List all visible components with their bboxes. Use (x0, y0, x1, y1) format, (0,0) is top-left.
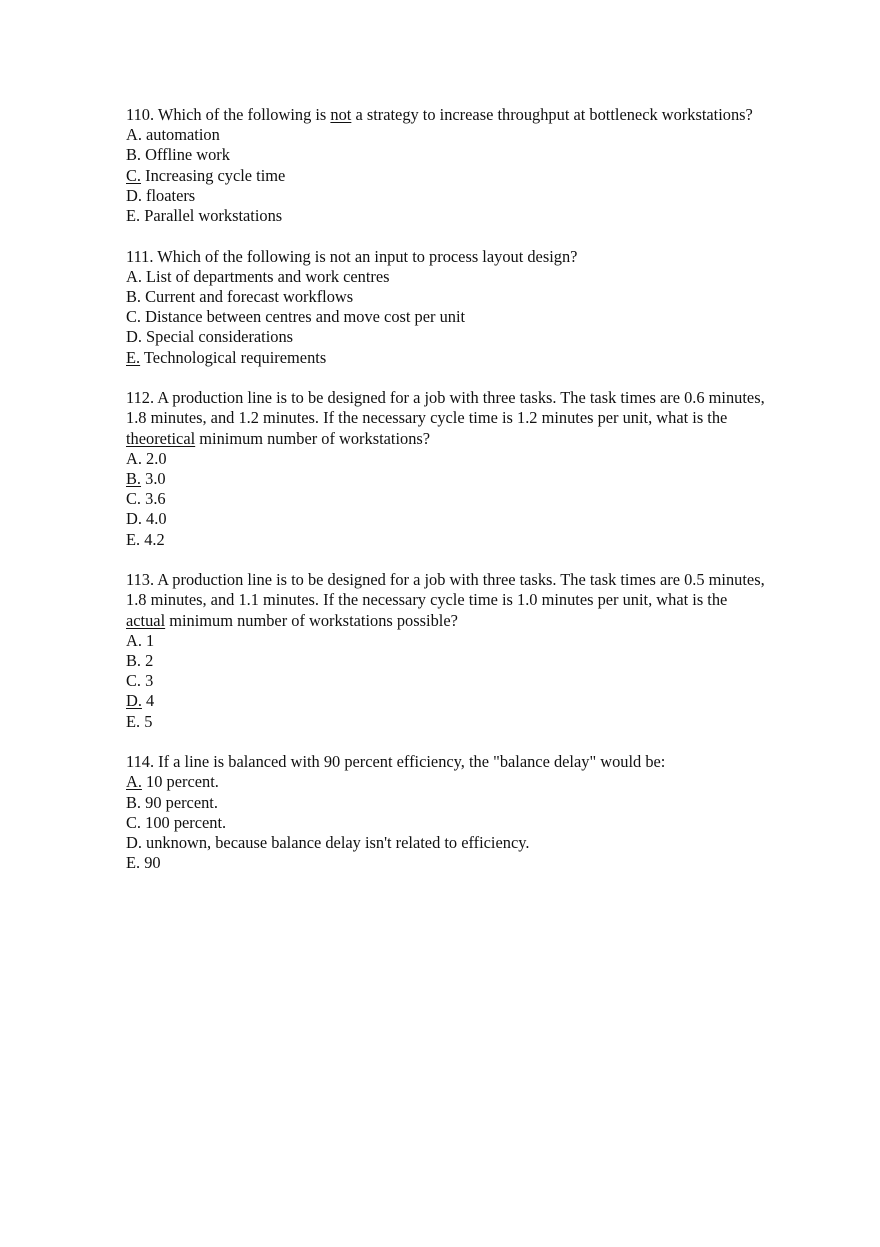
option-d (126, 509, 766, 529)
options-list (126, 449, 766, 550)
option-e (126, 530, 766, 550)
option-letter-answer: D. (126, 691, 142, 711)
option-d (126, 691, 766, 711)
question-text (126, 247, 766, 267)
option-letter: B. (126, 287, 142, 307)
question-text-part: 114. If a line is balanced with 90 percent efficiency, the "balance delay" would be: (126, 752, 666, 772)
option-d (126, 327, 766, 347)
option-text: 3.6 (141, 489, 166, 509)
emphasis-underline: not (330, 105, 352, 124)
option-text: Offline work (141, 145, 230, 165)
options-list (126, 267, 766, 368)
option-a (126, 449, 766, 469)
option-letter: B. (126, 651, 142, 671)
option-c (126, 671, 766, 691)
option-letter: A. (126, 630, 142, 650)
question-text-part: minimum number of workstations? (195, 428, 431, 448)
option-letter: C. (126, 489, 142, 509)
question-text (126, 570, 766, 631)
option-text: Special considerations (141, 327, 294, 347)
option-letter: E. (126, 529, 141, 549)
option-text: 4.2 (140, 529, 165, 549)
option-letter: B. (126, 145, 142, 165)
option-letter-answer: C. (126, 165, 142, 185)
emphasis-underline: actual (126, 610, 166, 630)
option-text: Current and forecast workflows (141, 287, 354, 307)
option-letter-answer: A. (126, 772, 142, 792)
question-114 (126, 752, 766, 873)
option-letter: D. (126, 327, 142, 347)
option-letter: A. (126, 448, 142, 468)
option-b (126, 287, 766, 307)
option-e (126, 206, 766, 226)
option-d (126, 833, 766, 853)
question-112 (126, 388, 766, 550)
document-page (126, 105, 766, 894)
option-text: floaters (141, 185, 196, 205)
emphasis-underline: theoretical (126, 428, 196, 448)
option-text: 4.0 (141, 509, 167, 529)
option-text: 3 (141, 671, 154, 691)
question-text (126, 105, 766, 125)
option-text: 10 percent. (141, 772, 219, 792)
option-e (126, 712, 766, 732)
option-text: unknown, because balance delay isn't related to efficiency. (141, 833, 530, 853)
option-text: Technological requirements (140, 347, 327, 367)
question-text (126, 388, 766, 449)
option-text: 100 percent. (141, 812, 227, 832)
option-letter: C. (126, 307, 142, 327)
option-text: Increasing cycle time (141, 165, 286, 185)
option-b (126, 145, 766, 165)
option-a (126, 772, 766, 792)
option-letter: E. (126, 711, 141, 731)
option-text: 2.0 (141, 448, 167, 468)
question-text-part: 111. Which of the following is not an input to process layout design? (126, 246, 578, 266)
option-text: 90 (140, 853, 161, 873)
option-e (126, 853, 766, 873)
option-letter: A. (126, 125, 142, 145)
question-text-part: 113. A production line is to be designed for a job with three tasks. The task times are 0.5 minutes, 1.8 minutes, and 1.1 minutes. If the necessary cycle time is 1.0 minutes per unit, what is the (126, 570, 765, 610)
options-list (126, 772, 766, 873)
option-c (126, 307, 766, 327)
option-a (126, 125, 766, 145)
option-letter: D. (126, 509, 142, 529)
option-letter-answer: B. (126, 469, 142, 489)
question-111 (126, 247, 766, 368)
option-text: automation (141, 125, 220, 145)
option-a (126, 631, 766, 651)
option-text: 90 percent. (141, 792, 218, 812)
question-text-part: minimum number of workstations possible? (165, 610, 458, 630)
question-text-part: 112. A production line is to be designed for a job with three tasks. The task times are 0.6 minutes, 1.8 minutes, and 1.2 minutes. If the necessary cycle time is 1.2 minutes per unit, what is the (126, 388, 765, 428)
option-text: 5 (140, 711, 153, 731)
option-b (126, 793, 766, 813)
option-c (126, 166, 766, 186)
option-letter: C. (126, 671, 142, 691)
option-text: Distance between centres and move cost per unit (141, 307, 466, 327)
option-letter: B. (126, 792, 142, 812)
option-letter: E. (126, 853, 141, 873)
option-text: List of departments and work centres (141, 266, 390, 286)
option-d (126, 186, 766, 206)
option-e (126, 348, 766, 368)
options-list (126, 125, 766, 226)
option-letter: E. (126, 206, 141, 226)
option-b (126, 651, 766, 671)
option-a (126, 267, 766, 287)
option-b (126, 469, 766, 489)
question-text-part: 110. Which of the following is (126, 105, 331, 124)
option-letter: C. (126, 812, 142, 832)
question-text-part: a strategy to increase throughput at bottleneck workstations? (351, 105, 753, 124)
options-list (126, 631, 766, 732)
option-letter: D. (126, 185, 142, 205)
option-letter: D. (126, 833, 142, 853)
option-letter-answer: E. (126, 347, 141, 367)
option-letter: A. (126, 266, 142, 286)
question-113 (126, 570, 766, 732)
option-c (126, 813, 766, 833)
question-text (126, 752, 766, 772)
option-c (126, 489, 766, 509)
option-text: 2 (141, 651, 154, 671)
option-text: 4 (141, 691, 155, 711)
option-text: 1 (141, 630, 155, 650)
option-text: 3.0 (141, 469, 166, 489)
question-110 (126, 105, 766, 226)
option-text: Parallel workstations (140, 206, 283, 226)
